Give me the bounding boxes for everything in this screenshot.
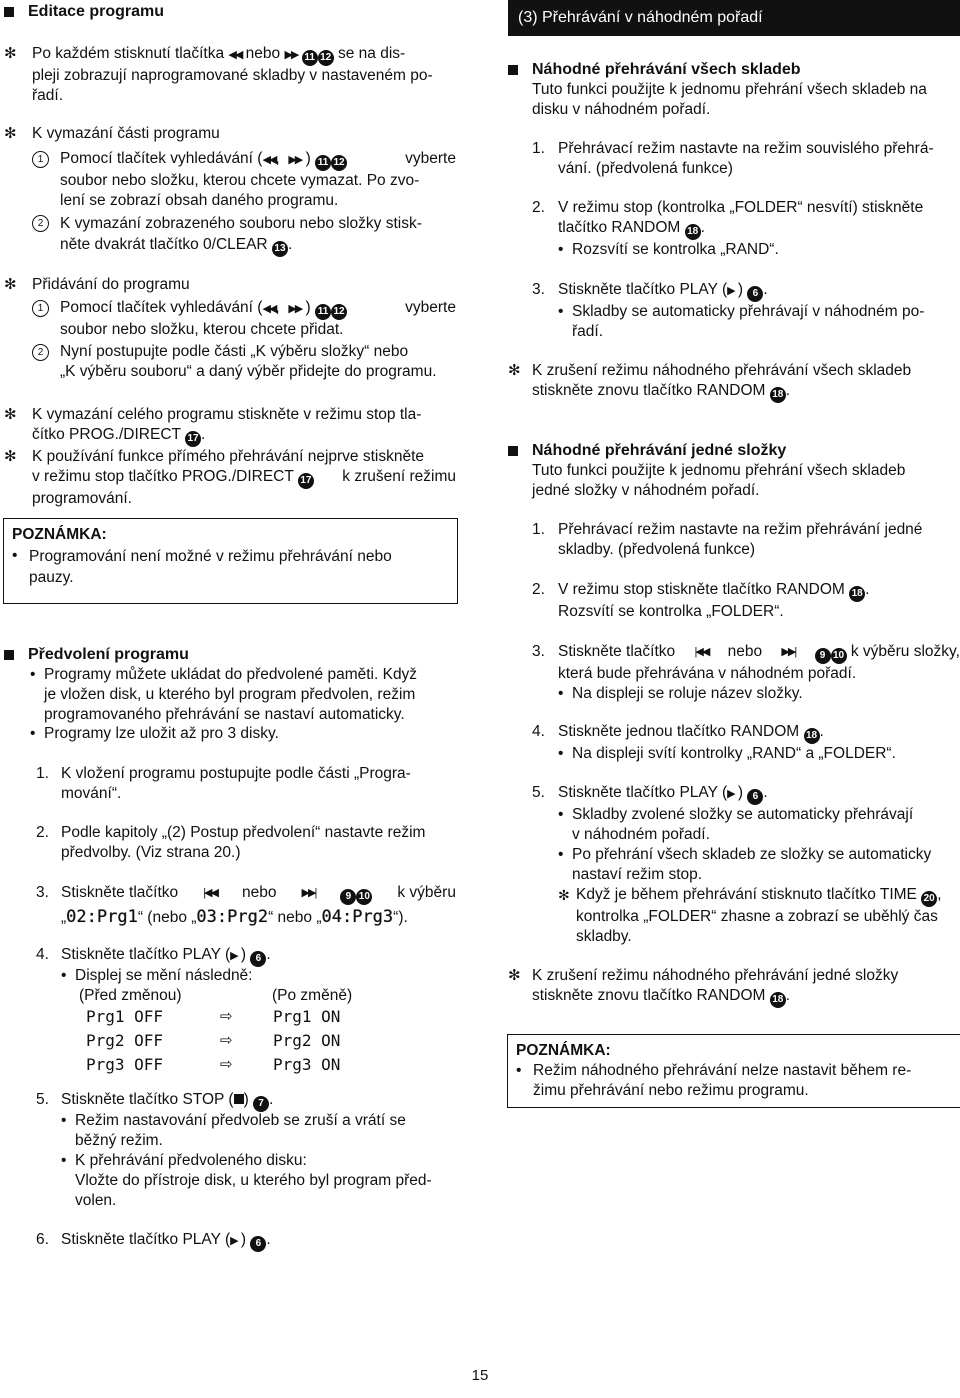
random-folder-step-3: 3. Stiskněte tlačítko |◀◀ nebo ▶▶| 9 10 k výběru složky, která bude přehrávána v náhodném pořadí. • Na displeji se roluje název složky. [532,643,960,702]
delete-part-step1: 1 Pomocí tlačítek vyhledávání (◀◀, ▶▶ ) 11 12 vyberte soubor nebo složku, kterou chcete vymazat. Po zvo- lení se zobrazí obsah daného programu. [4,149,456,219]
button-17-icon: 17 [298,473,314,489]
note-title: POZNÁMKA: [12,526,107,543]
bullet-icon: • [516,1062,522,1079]
display-row: Prg3 OFF ⇨ Prg3 ON [86,1055,341,1074]
button-20-icon: 20 [921,891,937,907]
button-18-icon: 18 [770,992,786,1008]
random-folder-heading: Náhodné přehrávání jedné složky [508,441,960,461]
asterisk-icon: ✻ [4,45,17,62]
page-number: 15 [471,1367,489,1384]
display-row: Prg2 OFF ⇨ Prg2 ON [86,1031,341,1050]
asterisk-icon: ✻ [508,967,521,984]
note-title: POZNÁMKA: [516,1042,611,1059]
preset-bullet-2: Programy lze uložit až pro 3 disky. [44,725,279,742]
asterisk-icon: ✻ [508,362,521,379]
stop-icon [234,1094,244,1104]
button-12-icon: 12 [318,50,334,66]
square-bullet-icon [508,65,518,75]
display-change-table [86,1007,386,1079]
display-change-text: Displej se mění následně: [75,967,253,984]
add-step1: 1 Pomocí tlačítek vyhledávání (◀◀, ▶▶ ) 11 12 vyberte soubor nebo složku, kterou chcete přidat. [4,298,456,343]
skip-forward-icon: ▶▶| [781,646,796,658]
skip-back-icon: |◀◀ [203,887,217,899]
preset-step-5-bullet-2: K přehrávání předvoleného disku: Vložte do přístroje disk, u kterého byl program před- volen. [75,1152,432,1209]
rewind-icon: ◀◀ [262,303,276,315]
button-6-icon: 6 [747,789,763,805]
arrow-right-icon: ⇨ [220,1056,233,1073]
play-icon: ▶ [230,950,237,962]
section-banner: (3) Přehrávání v náhodném pořadí [508,0,960,36]
bullet-icon: • [558,303,564,320]
bullet-icon: • [558,745,573,762]
preset-step-2: 2. Podle kapitoly „(2) Postup předvolení“ nastavte režim předvolby. (Viz strana 20.) [36,824,426,861]
before-label: (Před změnou) [79,987,182,1004]
asterisk-icon: ✻ [4,276,17,293]
button-11-icon: 11 [315,304,331,320]
fast-forward-icon: ▶▶ [288,154,302,166]
random-all-step-1: 1. Přehrávací režim nastavte na režim souvislého přehrá- vání. (předvolená funkce) [532,140,934,177]
skip-back-icon: |◀◀ [694,646,709,658]
square-bullet-icon [4,650,14,660]
fast-forward-icon: ▶▶ [288,303,302,315]
rewind-icon: ◀◀ [262,154,276,166]
button-13-icon: 13 [272,241,288,257]
play-icon: ▶ [727,788,734,800]
bullet-icon: • [558,806,564,823]
fast-forward-icon: ▶▶ [284,49,298,61]
preset-step-5-bullet-1: Režim nastavování předvoleb se zruší a vrátí se běžný režim. [75,1112,406,1149]
button-6-icon: 6 [250,951,266,967]
bullet-icon: • [558,846,564,863]
random-all-heading: Náhodné přehrávání všech skladeb [508,60,960,80]
bullet-icon: • [61,1152,67,1169]
preset-bullet-1: Programy můžete ukládat do předvolené paměti. Když je vložen disk, u kterého byl program předvolen, režim programovaného přehrávání se nastaví automaticky. [44,666,418,723]
direct-play-paragraph: ✻ K používání funkce přímého přehrávání nejprve stiskněte v režimu stop tlačítko PROG./DIRECT 17 k zrušení režimu programování. [4,448,456,507]
delete-part-section: ✻ K vymazání části programu [4,125,220,142]
lcd-text: 02:Prg1 [66,907,138,927]
random-folder-step-4: 4. Stiskněte jednou tlačítko RANDOM 18 . • Na displeji svítí kontrolky „RAND“ a „FOLDER“. [532,723,896,762]
rewind-icon: ◀◀ [228,49,242,61]
add-step2: 2 Nyní postupujte podle části „K výběru složky“ nebo „K výběru souboru“ a daný výběr přidejte do programu. [4,342,456,387]
editace-paragraph: ✻ Po každém stisknutí tlačítka ◀◀ nebo ▶▶ 11 12 se na dis- pleji zobrazují naprogramované skladby v nastaveném po- řadí. [4,45,433,104]
button-18-icon: 18 [685,224,701,240]
random-folder-step-1: 1. Přehrávací režim nastavte na režim přehrávání jedné skladby. (předvolená funkce) [532,521,923,558]
asterisk-icon: ✻ [4,448,17,465]
play-icon: ▶ [230,1235,237,1247]
after-label: (Po změně) [272,987,353,1004]
button-11-icon: 11 [302,50,318,66]
editace-heading: Editace programu [4,2,456,22]
step-2-icon: 2 [32,215,49,232]
button-6-icon: 6 [747,286,763,302]
button-11-icon: 11 [315,155,331,171]
square-bullet-icon [4,7,14,17]
bullet-icon: • [30,666,36,683]
delete-all-paragraph: ✻ K vymazání celého programu stiskněte v režimu stop tla- čítko PROG./DIRECT 17 . [4,405,456,447]
random-all-step-3: 3. Stiskněte tlačítko PLAY (▶ ) 6 . • Skladby se automaticky přehrávají v náhodném po- řadí. [532,281,925,340]
bullet-icon: • [558,241,573,258]
add-section: ✻ Přidávání do programu [4,276,190,293]
button-7-icon: 7 [253,1096,269,1112]
button-18-icon: 18 [849,586,865,602]
step-1-icon: 1 [32,300,49,317]
right-column: Náhodné přehrávání všech skladeb Tuto funkci použijte k jednomu přehrání všech skladeb na disku v náhodném pořadí. 1. Přehrávací režim nastavte na režim souvislého přehrá- vání. (předvolená funkce) 2. V režimu stop (kontrolka „FOLDER“ nesvítí) stiskněte tlačítko RANDOM 18 . • Rozsvítí se kontrolka „RAND“. 3. Stiskněte tlačítko PLAY (▶ ) 6 . • Skladby se automaticky přehrávají v náhodném po- řadí. ✻ K zrušení režimu náhodného přehrávání všech skladeb stiskněte znovu tlačítko RANDOM 18 . Náhodné přehrávání jedné složky Tuto funkci použijte k jednomu přehrání všech skladeb jedné složky v náhodném pořadí. 1. Přehrávací režim nastavte na režim přehrávání jedné skladby. (předvolená funkce) 2. V režimu stop stiskněte tlačítko RANDOM 18 . Rozsvítí se kontrolka „FOLDER“. 3. Stiskněte tlačítko |◀◀ nebo ▶▶| 9 10 k výběru složky, která bude přehrávána v náhodném pořadí. • Na displeji se roluje název složky. 4. Stiskněte jednou tlačítko RANDOM 18 . • Na displeji svítí kontrolky „RAND“ a „FOLDER“. 5. Stiskněte tlačítko PLAY (▶ ) 6 . • Skladby zvolené složky se automaticky přehrávají v náhodném pořadí. • Po přehrání všech skladeb ze složky se automaticky nastaví režim stop. ✻ Když je během přehrávání stisknuto tlačítko TIME 20 , kontrolka „FOLDER“ zhasne a zobrazí se uběhlý čas skladby. ✻ K zrušení režimu náhodného přehrávání jedné složky stiskněte znovu tlačítko RANDOM 18 . POZNÁMKA: • Režim náhodného přehrávání nelze nastavit během re- žimu přehrávání nebo režimu programu. [508,0,960,1110]
note-box [3,518,458,604]
button-9-icon: 9 [815,648,831,664]
button-10-icon: 10 [831,648,847,664]
asterisk-icon: ✻ [4,406,17,423]
button-10-icon: 10 [356,889,372,905]
left-column: Editace programu ✻ Po každém stisknutí tlačítka ◀◀ nebo ▶▶ 11 12 se na dis- pleji zobrazují naprogramované skladby v nastaveném po- řadí. ✻ K vymazání části programu 1 Pomocí tlačítek vyhledávání (◀◀, ▶▶ ) 11 12 vyberte soubor nebo složku, kterou chcete vymazat. Po zvo- lení se zobrazí obsah daného programu. 2 K vymazání zobrazeného souboru nebo složky stisk- něte dvakrát tlačítko 0/CLEAR 13 . ✻ Přidávání do programu 1 Pomocí tlačítek vyhledávání (◀◀, ▶▶ ) 11 12 vyberte soubor nebo složku, kterou chcete přidat. 2 Nyní postupujte podle části „K výběru složky“ nebo „K výběru souboru“ a daný výběr přidejte do programu. ✻ K vymazání celého programu stiskněte v režimu stop tla- čítko PROG./DIRECT 17 . ✻ K používání funkce přímého přehrávání nejprve stiskněte v režimu stop tlačítko PROG./DIRECT 17 k zrušení režimu programování. POZNÁMKA: • Programování není možné v režimu přehrávání nebo pauzy. Předvolení programu • Programy můžete ukládat do předvolené paměti. Když je vložen disk, u kterého byl program předvolen, režim programovaného přehrávání se nastaví automaticky. • Programy lze uložit až pro 3 disky. 1. K vložení programu postupujte podle části „Progra- mování“. 2. Podle kapitoly „(2) Postup předvolení“ nastavte režim předvolby. (Viz strana 20.) 3. Stiskněte tlačítko |◀◀ nebo ▶▶| 9 10 k výběru „02:Prg1“ (nebo „03:Prg2“ nebo „04:Prg3“). 4. Stiskněte tlačítko PLAY (▶ ) 6 . • Displej se mění následně: (Před změnou) (Po změně) Prg1 OFF ⇨ Prg1 ON Prg2 OFF ⇨ Prg2 ON Prg3 OFF ⇨ Prg3 ON 5. Stiskněte tlačítko STOP ( ) 7 . • Režim nastavování předvoleb se zruší a vrátí se běžný režim. • K přehrávání předvoleného disku: Vložte do přístroje disk, u kterého byl program před- volen. 6. Stiskněte tlačítko PLAY (▶ ) 6 . [4,0,456,1260]
random-all-step-2: 2. V režimu stop (kontrolka „FOLDER“ nesvítí) stiskněte tlačítko RANDOM 18 . • Rozsvítí se kontrolka „RAND“. [532,199,924,258]
note-box [507,1034,960,1108]
preset-heading: Předvolení programu [4,645,456,665]
square-bullet-icon [508,446,518,456]
random-folder-intro: Tuto funkci použijte k jednomu přehrání všech skladeb jedné složky v náhodném pořadí. [532,462,906,499]
asterisk-icon: ✻ [4,125,17,142]
asterisk-icon: ✻ [558,887,570,903]
random-folder-step-5: 5. Stiskněte tlačítko PLAY (▶ ) 6 . • Skladby zvolené složky se automaticky přehrávají v náhodném pořadí. • Po přehrání všech skladeb ze složky se automaticky nastaví režim stop. ✻ Když je během přehrávání stisknuto tlačítko TIME 20 , kontrolka „FOLDER“ zhasne a zobrazí se uběhlý čas skladby. [532,784,942,945]
play-icon: ▶ [727,285,734,297]
skip-forward-icon: ▶▶| [301,887,316,899]
button-18-icon: 18 [770,387,786,403]
random-folder-step-2: 2. V režimu stop stiskněte tlačítko RANDOM 18 . Rozsvítí se kontrolka „FOLDER“. [532,581,870,620]
lcd-text: 03:Prg2 [196,907,269,927]
random-all-intro: Tuto funkci použijte k jednomu přehrání všech skladeb na disku v náhodném pořadí. [532,81,927,118]
button-9-icon: 9 [340,889,356,905]
note-text: Programování není možné v režimu přehrávání nebo pauzy. [29,548,392,586]
delete-part-step2: 2 K vymazání zobrazeného souboru nebo složky stisk- něte dvakrát tlačítko 0/CLEAR 13 . [4,213,456,258]
button-18-icon: 18 [804,728,820,744]
arrow-right-icon: ⇨ [220,1008,233,1025]
preset-step-3: 3. Stiskněte tlačítko |◀◀ nebo ▶▶| 9 10 k výběru „02:Prg1“ (nebo „03:Prg2“ nebo „04:Prg3“). [36,884,456,927]
arrow-right-icon: ⇨ [220,1032,233,1049]
step-1-icon: 1 [32,151,49,168]
button-12-icon: 12 [331,304,347,320]
bullet-icon: • [30,725,36,742]
bullet-icon: • [12,547,18,564]
bullet-icon: • [61,967,67,984]
button-6-icon: 6 [250,1236,266,1252]
note-text: Režim náhodného přehrávání nelze nastavit během re- žimu přehrávání nebo režimu programu. [533,1062,912,1099]
button-17-icon: 17 [185,431,201,447]
preset-step-1: 1. K vložení programu postupujte podle části „Progra- mování“. [36,765,411,802]
button-12-icon: 12 [331,155,347,171]
lcd-text: 04:Prg3 [321,907,394,927]
bullet-icon: • [558,685,573,702]
step-2-icon: 2 [32,344,49,361]
bullet-icon: • [61,1112,67,1129]
display-row: Prg1 OFF ⇨ Prg1 ON [86,1007,341,1026]
